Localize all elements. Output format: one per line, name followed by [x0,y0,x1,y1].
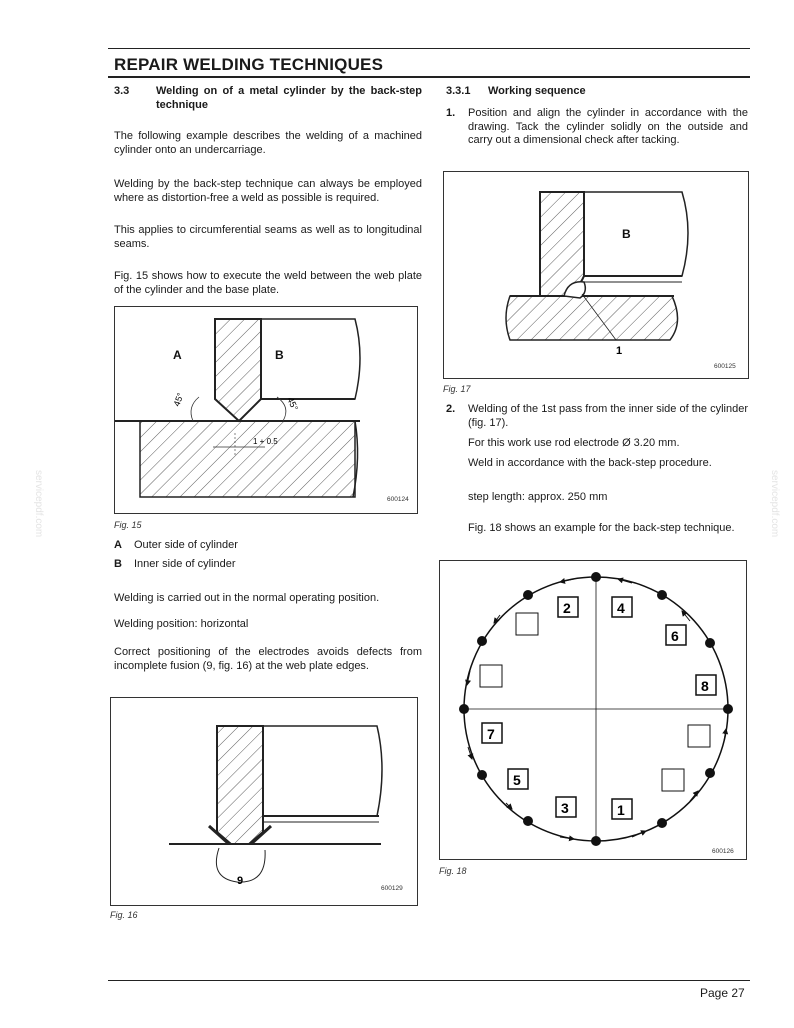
fig18-drawing [440,561,746,859]
fig16-code: 600129 [381,885,403,892]
fig15-drawing [115,307,417,513]
step2-electrode: For this work use rod electrode Ø 3.20 mm. [468,437,680,449]
operating-position-paragraph: Welding is carried out in the normal operating position. [114,592,380,604]
page-number: Page 27 [700,986,745,1000]
step2-procedure: Weld in accordance with the back-step procedure. [468,457,712,469]
fig15-code: 600124 [387,496,409,503]
watermark-right: servicepdf.com [769,470,780,538]
electrode-positioning-paragraph: Correct positioning of the electrodes avoids defects from incomplete fusion (9, fig. 16) at the web plate edges. [114,646,422,672]
subsection-number: 3.3.1 [446,85,471,97]
fig16-caption: Fig. 16 [110,910,138,920]
fig18-number-6: 6 [671,628,679,644]
step1-text: Position and align the cylinder in accordance with the drawing. Tack the cylinder solidly on the outside and carry out a dimensional check after tacking. [468,107,748,146]
fig16-label-9: 9 [237,875,244,887]
welding-position-paragraph: Welding position: horizontal [114,618,249,630]
fig18-reference-paragraph: Fig. 18 shows an example for the back-step technique. [468,522,735,534]
intro-paragraph: The following example describes the welding of a machined cylinder onto an undercarriage. [114,130,422,156]
step2-text: Welding of the 1st pass from the inner side of the cylinder (fig. 17). [468,403,748,429]
fig15-dimension: 1 + 0.5 [253,437,278,446]
step2-number: 2. [446,403,456,415]
fig18-number-7: 7 [487,726,495,742]
footer-rule [108,980,750,981]
figure-15 [114,306,418,514]
seams-paragraph: This applies to circumferential seams as well as to longitudinal seams. [114,224,422,250]
figure-18 [439,560,747,860]
header-rule [108,48,750,49]
header-underline [108,76,750,78]
fig17-drawing [444,172,748,378]
step1-number: 1. [446,107,456,119]
page-title: REPAIR WELDING TECHNIQUES [114,55,384,74]
backstep-paragraph: Welding by the back-step technique can always be employed where as distortion-free a weld as possible is required. [114,178,422,204]
fig17-label-b: B [622,227,631,241]
fig15-angle-right: 45° [285,395,301,413]
legend-key-a: A [114,539,122,551]
fig18-number-5: 5 [513,772,521,788]
fig18-number-3: 3 [561,800,569,816]
legend-key-b: B [114,558,122,570]
figure-16 [110,697,418,906]
fig15-angle-left: 45° [171,391,186,408]
fig15-label-a: A [173,348,182,362]
fig15-label-b: B [275,348,284,362]
legend-text-a: Outer side of cylinder [134,539,238,551]
fig18-number-8: 8 [701,678,709,694]
legend-item-a [114,539,238,551]
fig18-code: 600126 [712,848,734,855]
section-title: Welding on of a metal cylinder by the back-step technique [156,85,422,111]
legend-item-b [114,558,236,570]
fig17-code: 600125 [714,363,736,370]
fig16-drawing [111,698,417,905]
section-number: 3.3 [114,85,130,97]
legend-text-b: Inner side of cylinder [134,558,236,570]
figure-17 [443,171,749,379]
fig18-number-2: 2 [563,600,571,616]
step2-step-length: step length: approx. 250 mm [468,491,608,503]
fig17-label-1: 1 [616,345,623,357]
watermark-left: servicepdf.com [33,470,44,538]
fig15-reference-paragraph: Fig. 15 shows how to execute the weld between the web plate of the cylinder and the base plate. [114,270,422,296]
fig15-caption: Fig. 15 [114,520,142,530]
fig18-number-4: 4 [617,600,625,616]
subsection-title: Working sequence [488,85,586,97]
fig18-number-1: 1 [617,802,625,818]
fig18-numbered-segments [480,597,716,819]
fig17-caption: Fig. 17 [443,384,471,394]
fig18-caption: Fig. 18 [439,866,467,876]
